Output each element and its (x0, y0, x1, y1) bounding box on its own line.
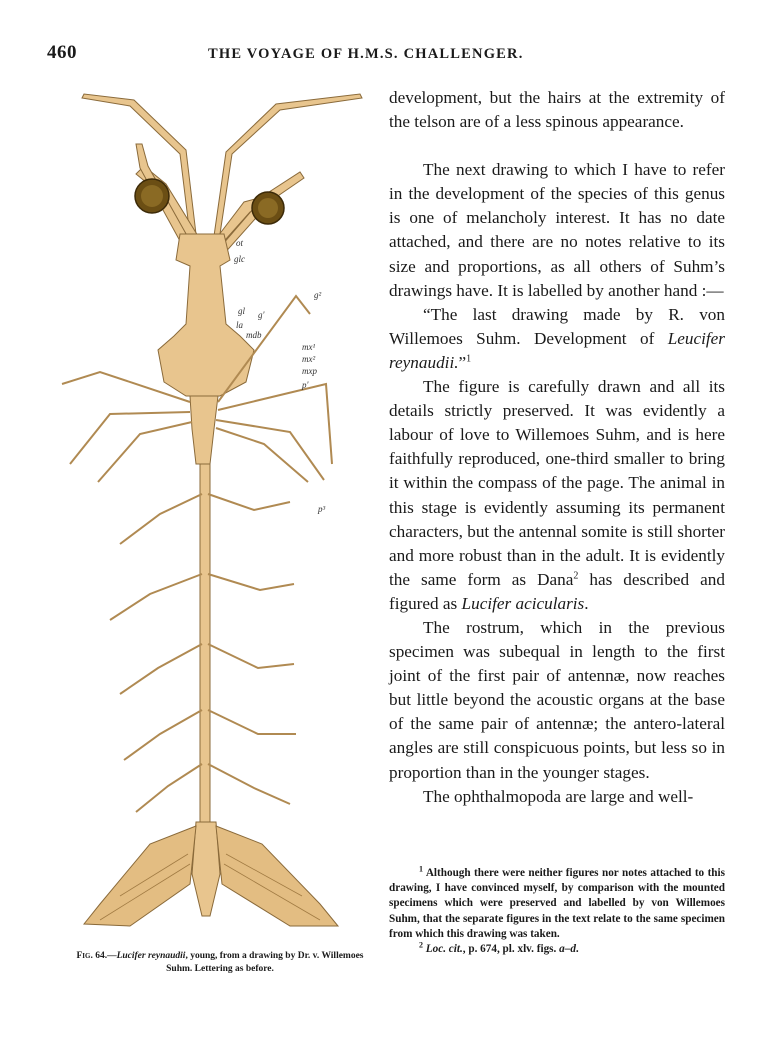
figure-caption (70, 950, 370, 976)
footnote-1: $^1$ Although there were neither figures nor notes attached to this drawing, I have convinced myself, by comparison with the mounted specimens which were preserved and labelled by von Willemoes Suhm, that the separate figures in the text relate to the same specimen from which this drawing was taken. (389, 864, 725, 940)
leg-right-4 (216, 428, 308, 482)
page-number: 460 (47, 42, 77, 63)
caption-dash: — (107, 951, 117, 961)
label-mx2: mx² (302, 354, 316, 364)
label-la: la (236, 320, 244, 330)
label-mdb: mdb (246, 330, 262, 340)
paragraph-3: “The last drawing made by R. von Willemoes Suhm. Development of Leucifer reynaudii.”$^1$ (389, 304, 725, 372)
species-leucifer: Leucifer reynaudii. (389, 328, 725, 372)
label-p3: p³ (318, 504, 326, 514)
label-gl: gl (238, 306, 246, 316)
pleopod-5r (208, 764, 290, 804)
pleopod-2r (208, 574, 294, 590)
caption-rest: , young, from a drawing by Dr. v. Willemoes Suhm. Lettering as before. (166, 951, 364, 974)
lucifer-illustration (40, 84, 380, 944)
caption-fig-no: Fig. 64. (76, 951, 108, 961)
paragraph-4: The figure is carefully drawn and all its details strictly preserved. It was evidently a labour of love to Willemoes Suhm, and is here faithfully reproduced, one-third smaller to bring it within the compass of the page. The animal in this stage is evidently assuming its permanent characters, but the antennal somite is still shorter and more robust than in the adult. It is evidently the same form as Dana$^2$ has described and figured as Lucifer acicularis. (389, 377, 726, 613)
footnote-2: $^2$ Loc. cit., p. 674, pl. xlv. figs. a–d. (419, 940, 579, 956)
main-text (389, 86, 725, 809)
pleopod-2 (110, 574, 202, 620)
label-ot: ot (236, 238, 244, 248)
label-mxp1: mx¹ (302, 342, 316, 352)
leg-left-2 (70, 412, 190, 464)
footnote-ref-1[interactable]: 1 (466, 353, 472, 365)
uropod-left (84, 826, 196, 926)
label-p-prime: p' (302, 380, 309, 390)
pleopod-3 (120, 644, 202, 694)
caption-species: Lucifer reynaudii (116, 951, 186, 961)
running-head: THE VOYAGE OF H.M.S. CHALLENGER. (208, 46, 524, 62)
paragraph-6: The ophthalmopoda are large and well- (423, 786, 694, 806)
leg-left-3 (98, 422, 192, 482)
paragraph-2: The next drawing to which I have to refer in the development of the species of this genus is one of melancholy interest. It has no date attached, and there are no notes relative to its size and proportions, as all others of Suhm’s drawings have. It is labelled by another hand :— (389, 160, 725, 300)
paragraph-5: The rostrum, which in the previous specimen was subequal in length to the first joint of the first pair of antennæ, now reaches but little beyond the acoustic organs at the base of the same pair of antennæ; the antero-lateral angles are still conspicuous points, but less so in proportion than in the younger stages. (389, 617, 725, 782)
species-acicularis: Lucifer acicularis (461, 593, 585, 613)
pleopod-5 (136, 764, 202, 812)
pleopod-1r (208, 494, 290, 510)
telson (192, 822, 220, 916)
label-glc: glc (234, 254, 245, 264)
label-g2: g² (314, 290, 322, 300)
paragraph-1: development, but the hairs at the extremity of the telson are of a less spinous appearance. (389, 88, 725, 132)
lucifer-drawing (40, 84, 380, 944)
label-mxp: mxp (302, 366, 317, 376)
label-g-prime: g' (258, 310, 265, 320)
footnotes (389, 866, 725, 957)
pleopod-4 (124, 710, 202, 760)
uropod-right (216, 826, 338, 926)
pleopod-1 (120, 494, 202, 544)
footnote-ref-2[interactable]: 2 (573, 570, 579, 582)
pleopod-3r (208, 644, 294, 668)
pleopod-4r (208, 710, 296, 734)
thorax (190, 396, 218, 464)
